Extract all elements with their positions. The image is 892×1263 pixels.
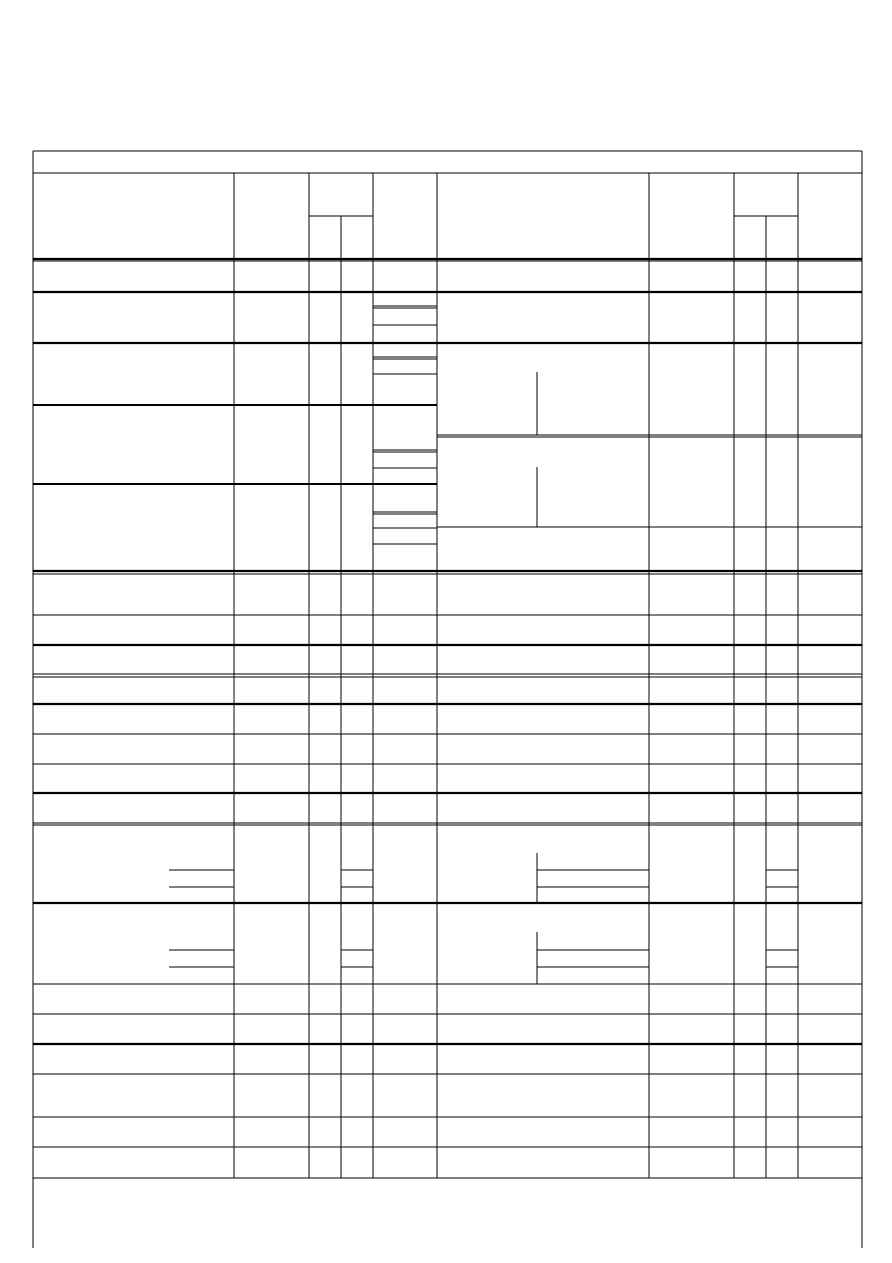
column-lines <box>234 173 798 1178</box>
form-outer-border <box>33 151 862 1248</box>
row-separators-thick <box>33 259 862 1044</box>
split-subrows <box>169 853 798 984</box>
column-header-dividers <box>309 216 798 259</box>
left-merged-rows <box>33 306 437 544</box>
row-separators-thin <box>33 261 862 1178</box>
